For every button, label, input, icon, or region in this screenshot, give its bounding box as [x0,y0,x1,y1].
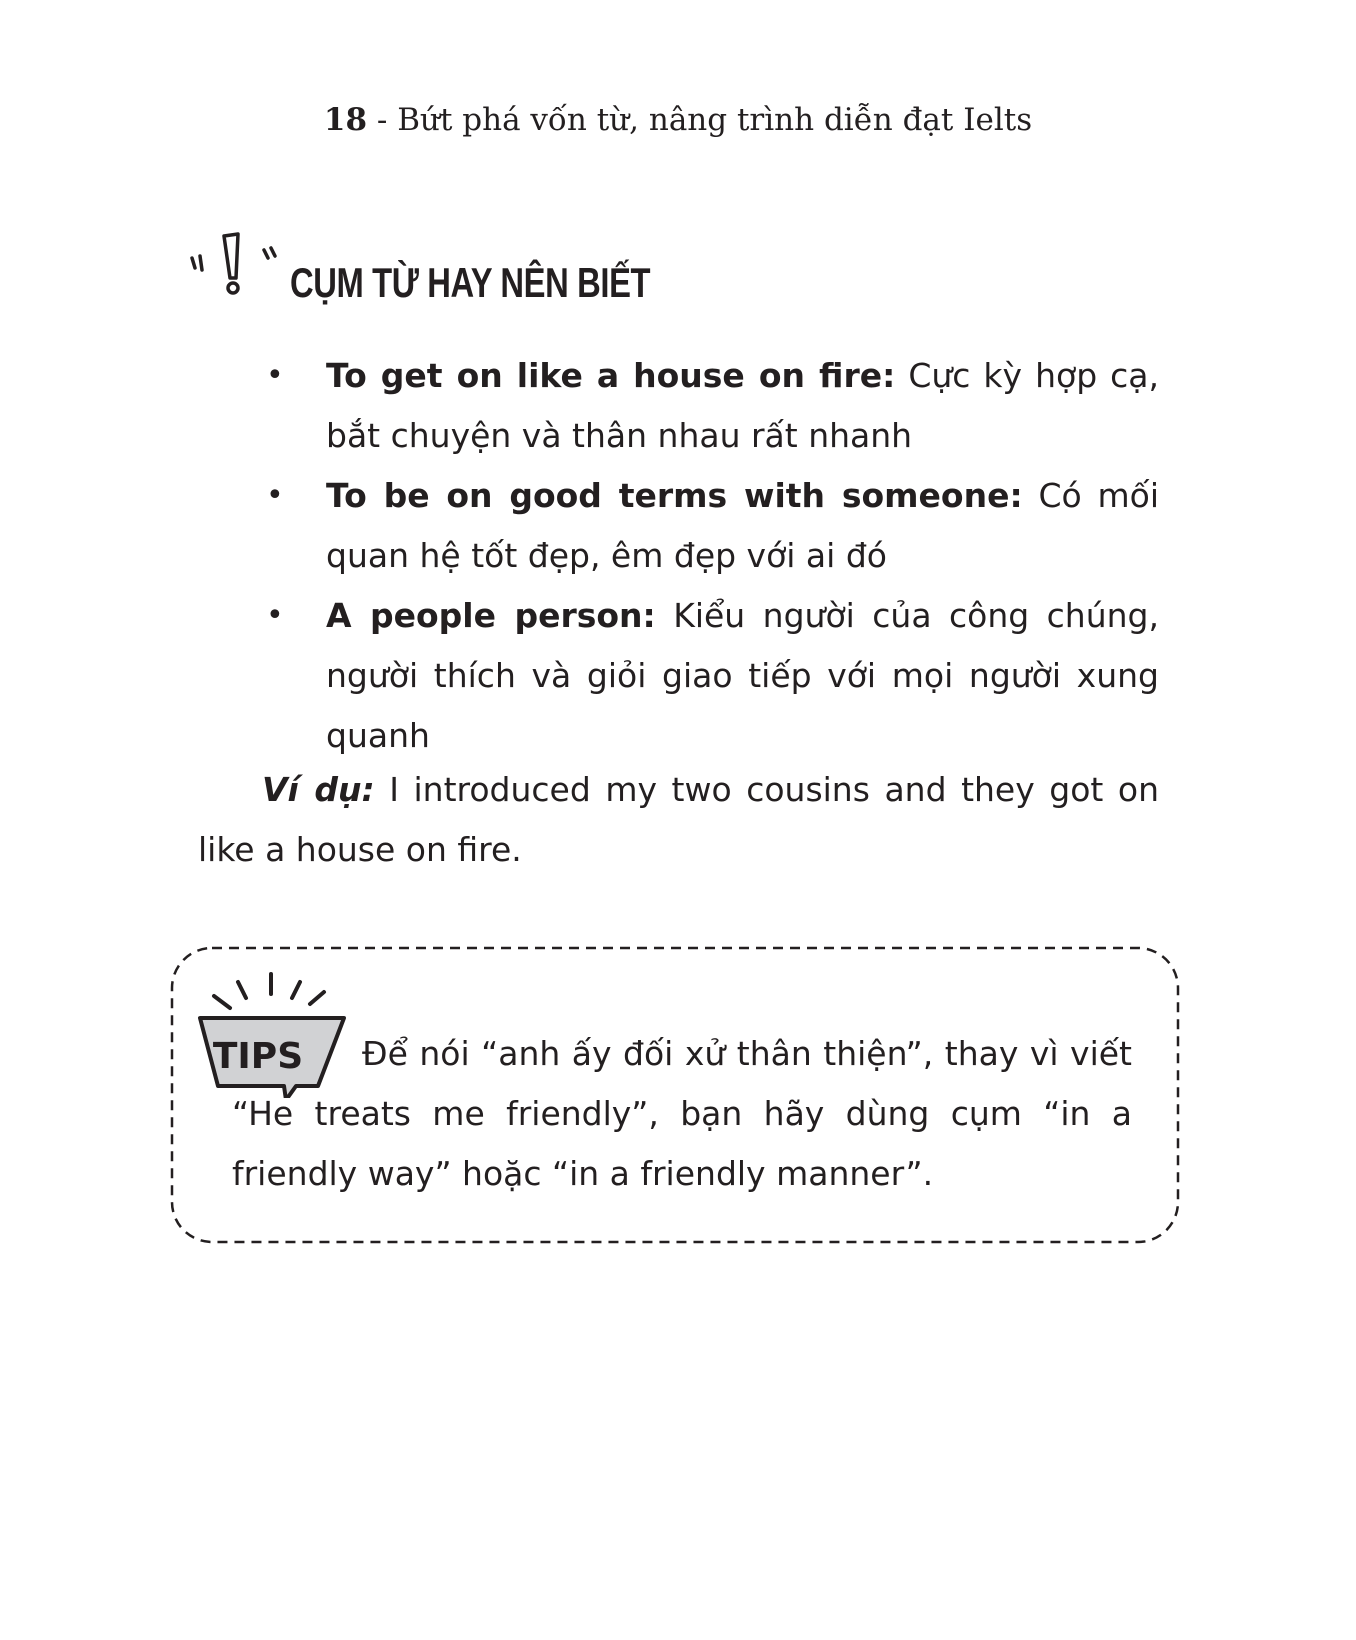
phrase-term: To get on like a house on fire: [326,356,896,395]
phrase-meaning: Kiểu người của công chúng, người thích và giỏi giao tiếp với mọi người xung quanh [326,596,1159,755]
list-item [262,586,1159,766]
example-text: I introduced my two cousins and they got on like a house on fire. [198,770,1159,869]
tips-text: Để nói “anh ấy đối xử thân thiện”, thay vì viết “He treats me friendly”, bạn hãy dùng cụm “in a friendly way” hoặc “in a friendly manner”. [232,1034,1132,1193]
phrase-term: A people person: [326,596,656,635]
bullet-icon: • [266,478,284,513]
book-title: Bứt phá vốn từ, nâng trình diễn đạt Ielts [397,102,1033,138]
tips-badge-label: TIPS [212,1036,304,1077]
bullet-icon: • [266,598,284,633]
phrase-term: To be on good terms with someone: [326,476,1023,515]
list-item [262,346,1159,466]
tips-box [170,946,1180,1244]
section-heading [190,232,752,312]
phrase-meaning: Có mối quan hệ tốt đẹp, êm đẹp với ai đó [326,476,1159,575]
page-number: 18 [323,102,368,138]
phrase-meaning: Cực kỳ hợp cạ, bắt chuyện và thân nhau rất nhanh [326,356,1160,455]
example-paragraph [198,760,1159,880]
header-separator: - [367,102,398,138]
example-label: Ví dụ: [262,770,375,809]
exclamation-icon [190,232,280,312]
bullet-icon: • [266,358,284,393]
list-item [262,466,1159,586]
running-header [0,102,1356,138]
section-title: CỤM TỪ HAY NÊN BIẾT [290,259,651,306]
phrase-list [262,346,1159,766]
